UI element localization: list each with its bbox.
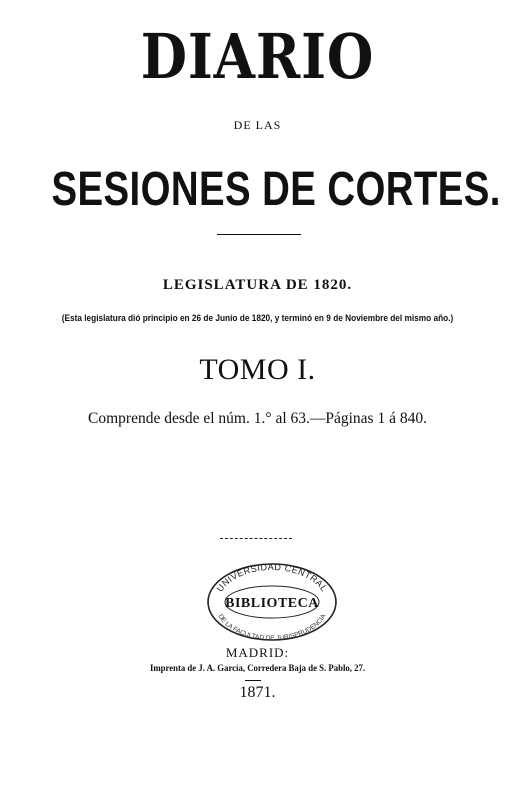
dashed-divider — [220, 538, 292, 539]
title-diario: DIARIO — [140, 20, 375, 93]
stamp-bottom-text: DE LA FACULTAD DE JURISPRUDENCIA — [216, 613, 328, 642]
stamp-center-text: BIBLIOTECA — [225, 596, 319, 611]
subtitle-connector: DE LAS — [233, 118, 282, 132]
stamp-top-text: UNIVERSIDAD CENTRAL — [214, 561, 330, 594]
imprint-year: 1871. — [239, 684, 276, 701]
divider-rule — [217, 234, 301, 235]
imprint-rule — [245, 680, 261, 681]
legislature-heading: LEGISLATURA DE 1820. — [162, 277, 353, 293]
volume-heading: TOMO I. — [199, 353, 316, 386]
main-title: SESIONES DE CORTES. — [51, 163, 501, 216]
contents-line: Comprende desde el núm. 1.° al 63.—Páginas 1 á 840. — [88, 410, 427, 427]
library-stamp — [204, 560, 340, 642]
imprint-printer: Imprenta de J. A. García, Corredera Baja de S. Pablo, 27. — [149, 664, 366, 674]
svg-text:DE LA FACULTAD DE JURISPRUDENC — [217, 613, 328, 642]
svg-text:UNIVERSIDAD CENTRAL — [215, 562, 330, 594]
legislature-note: (Esta legislatura dió principio en 26 de Junio de 1820, y terminó en 9 de Noviembre del mismo año.) — [61, 313, 454, 323]
imprint-city: MADRID: — [225, 645, 290, 660]
